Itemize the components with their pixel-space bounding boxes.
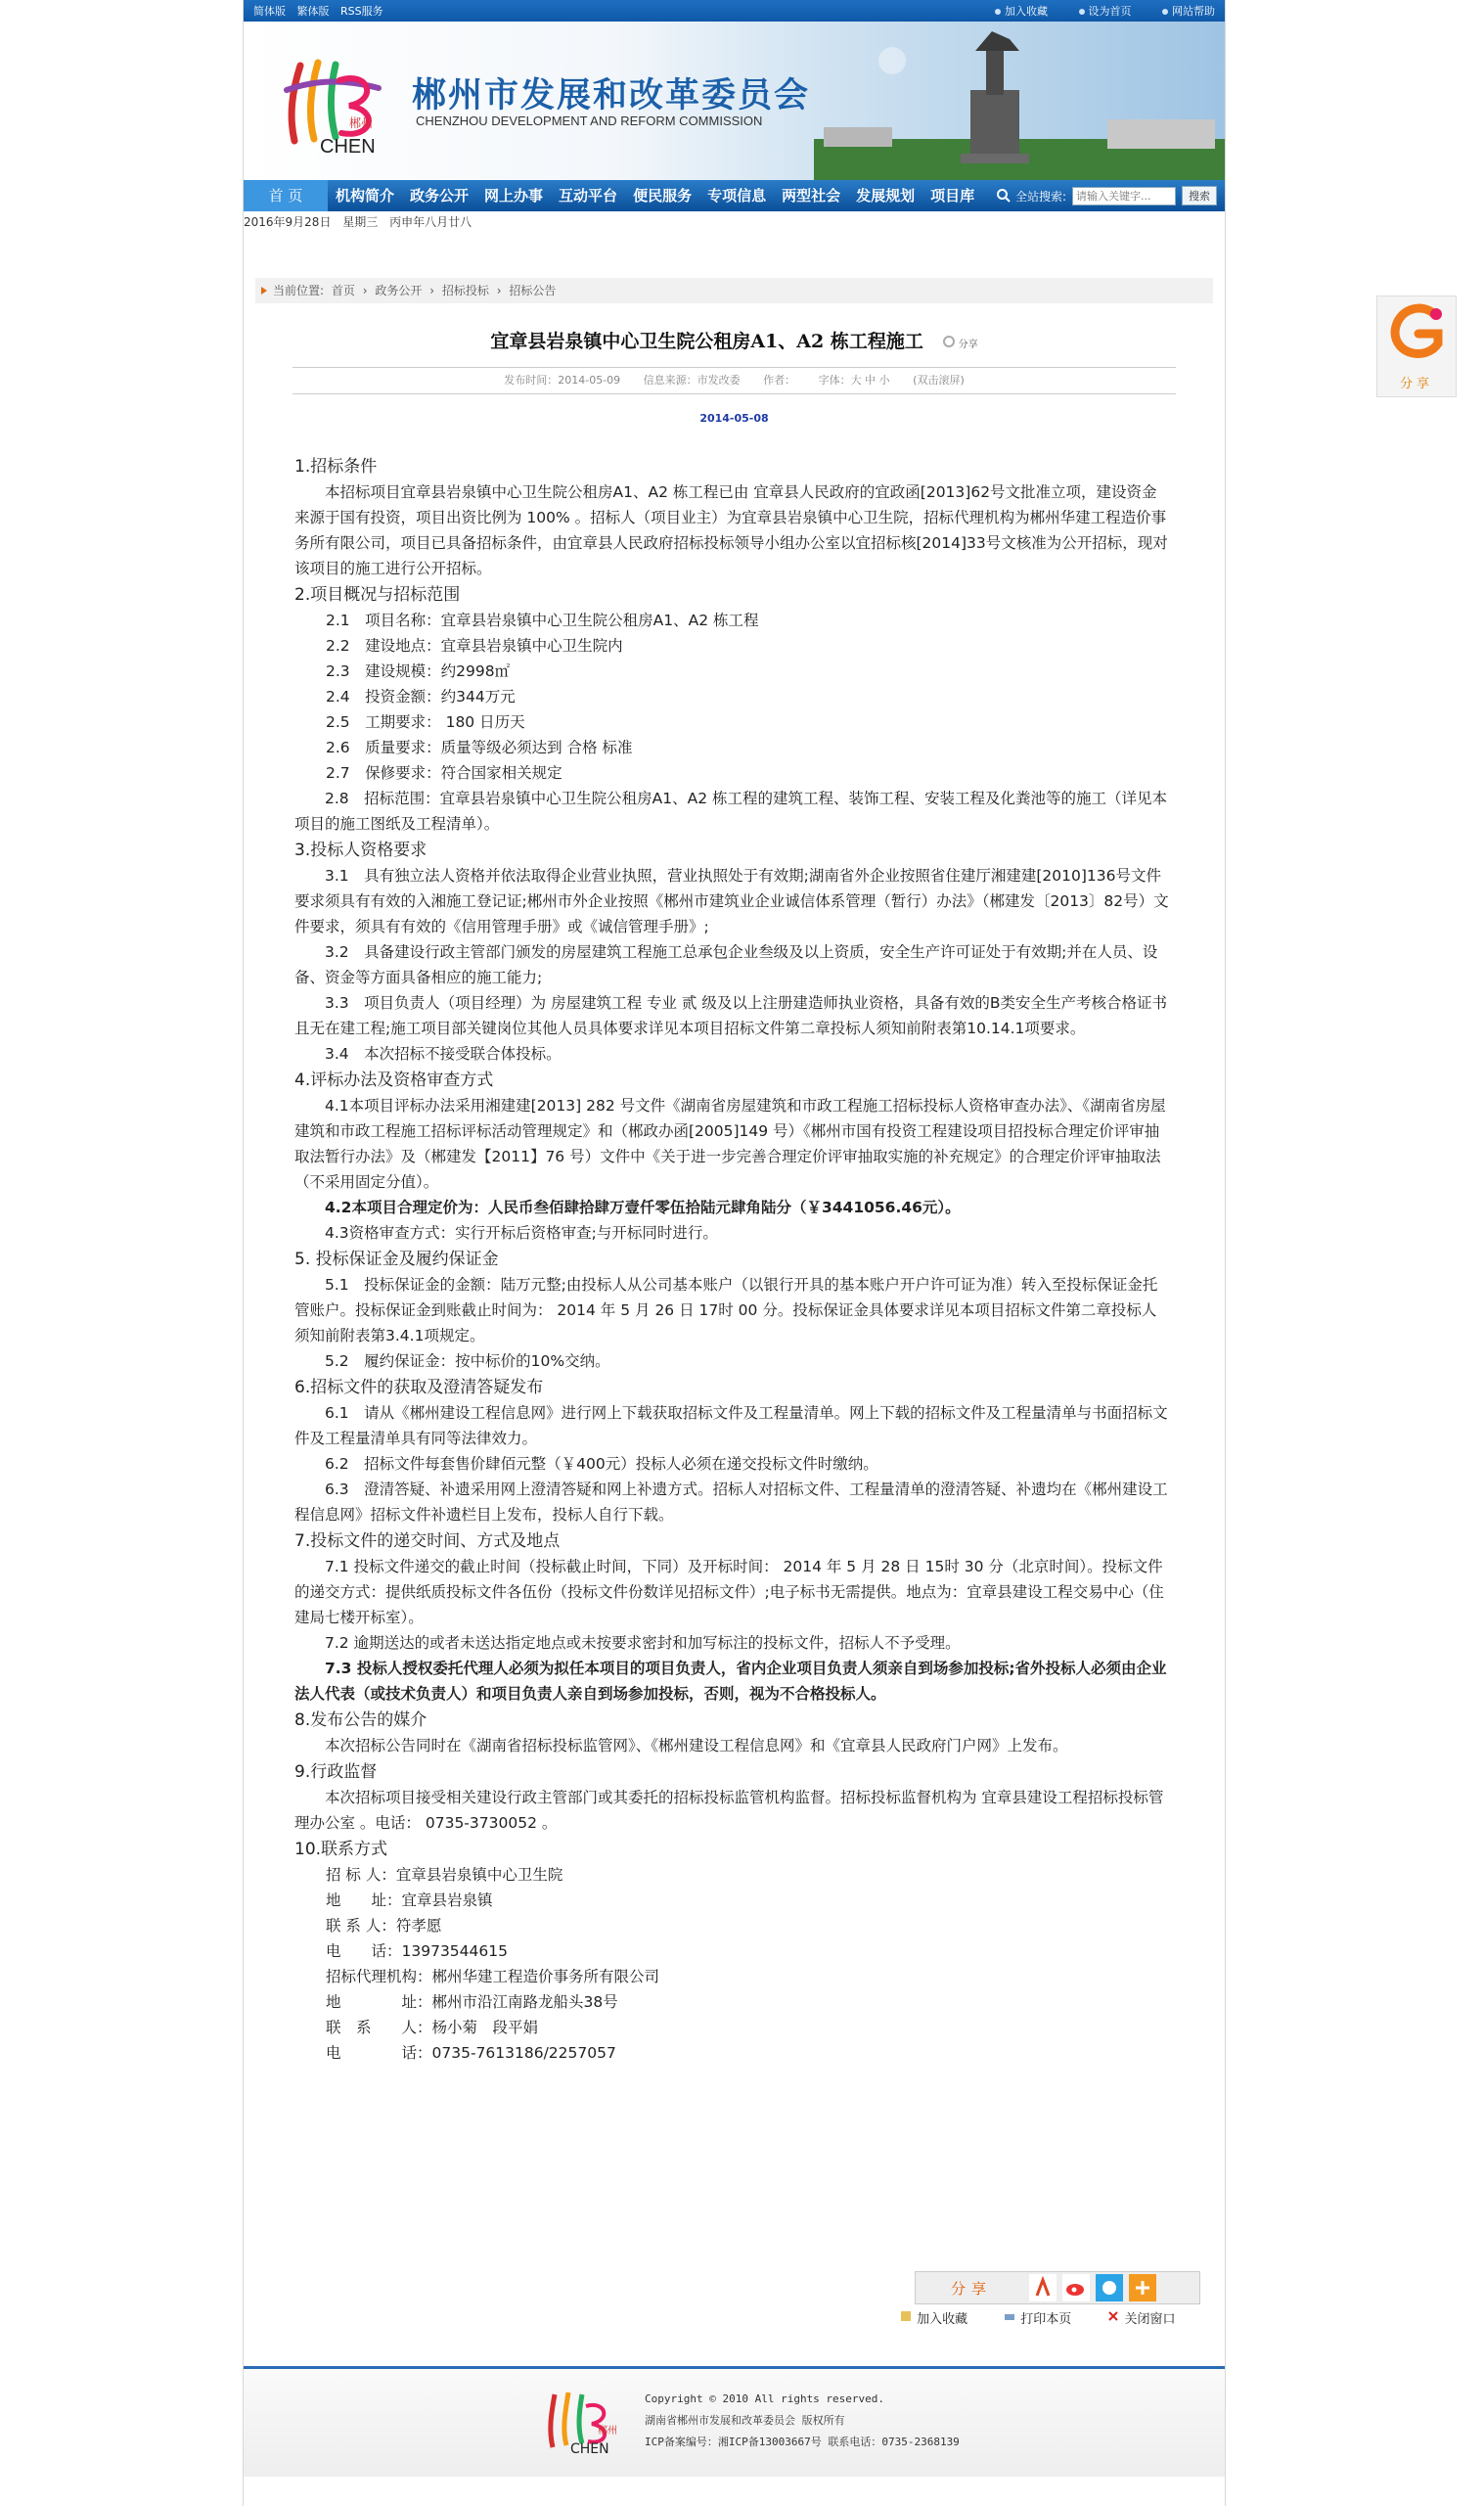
meta-publish-time: 发布时间：2014-05-09 — [504, 374, 621, 387]
contact-line: 联 系 人：符孝愿 — [326, 1917, 442, 1935]
meta-scroll[interactable]: (双击滚屏) — [913, 374, 965, 387]
nav-about[interactable]: 机构简介 — [336, 187, 395, 205]
paragraph: 3.2 具备建设行政主管部门颁发的房屋建筑工程施工总承包企业叁级及以上资质，安全生产许可证处于有效期;并在人员、设备、资金等方面具备相应的施工能力; — [294, 943, 1158, 986]
contact-line: 联 系 人：杨小菊 段平娟 — [326, 2019, 539, 2036]
footer-copyright: Copyright © 2010 All rights reserved. — [645, 2392, 885, 2405]
list-item: 2.3 建设规模：约2998㎡ — [326, 662, 511, 680]
paragraph: 5.1 投标保证金的金额：陆万元整;由投标人从公司基本账户（以银行开具的基本账户开户许可证为准）转入至投标保证金托管账户。投标保证金到账截止时间为： 2014 年 5 月 26 日 17时 00 分。投标保证金具体要求详见本项目招标文件第二章投标人须知前附表第3.4.1项规定。 — [294, 1276, 1158, 1344]
section-heading: 3.投标人资格要求 — [294, 841, 427, 860]
arrow-icon — [261, 287, 267, 295]
paragraph: 7.2 逾期送达的或者未送达指定地点或未按要求密封和加写标注的投标文件，招标人不予受理。 — [325, 1634, 961, 1652]
site-search — [996, 186, 1217, 205]
meta-font-size[interactable]: 字体：大 中 小 — [818, 374, 890, 387]
top-utility-bar — [244, 0, 1225, 22]
print-icon — [1003, 2309, 1016, 2323]
search-input[interactable] — [1072, 187, 1176, 205]
add-favorite-label: 加入收藏 — [1005, 5, 1048, 18]
footer-logo-sub: CHEN — [570, 2441, 609, 2455]
site-title: 郴州市发展和改革委员会 — [412, 75, 811, 115]
share-icon — [943, 336, 955, 347]
action-print-label: 打印本页 — [1020, 2312, 1072, 2327]
section-heading: 5. 投标保证金及履约保证金 — [294, 1250, 499, 1269]
breadcrumb-separator: › — [429, 284, 435, 297]
help-label: 网站帮助 — [1172, 5, 1215, 18]
article-body — [294, 454, 1171, 2066]
share-mini-button[interactable] — [943, 340, 977, 350]
paragraph: 6.1 请从《郴州建设工程信息网》进行网上下载获取招标文件及工程量清单。网上下载的招标文件及工程量清单与书面招标文件及工程量清单具有同等法律效力。 — [294, 1404, 1168, 1447]
nav-two-type-society[interactable]: 两型社会 — [782, 187, 841, 205]
plus-icon[interactable] — [1129, 2274, 1156, 2301]
article-meta — [292, 367, 1176, 394]
paragraph: 5.2 履约保证金：按中标价的10%交纳。 — [325, 1352, 610, 1370]
site-subtitle: CHENZHOU DEVELOPMENT AND REFORM COMMISSION — [416, 114, 763, 128]
footer — [244, 2366, 1225, 2477]
nav-online-service[interactable]: 网上办事 — [484, 187, 544, 205]
set-home-label: 设为首页 — [1088, 5, 1132, 18]
floating-share-label: 分享 — [1399, 377, 1433, 391]
nav-planning[interactable]: 发展规划 — [856, 187, 916, 205]
link-simplified[interactable]: 简体版 — [253, 5, 286, 18]
contact-line: 电 话：13973544615 — [326, 1942, 508, 1960]
banner-scenery — [814, 22, 1225, 180]
paragraph: 4.1本项目评标办法采用湘建建[2013] 282 号文件《湖南省房屋建筑和市政工程施工招标投标人资格审查办法》、《湖南省房屋建筑和市政工程施工招标评标活动管理规定》和（郴政办函[2005]149 号）《郴州市国有投资工程建设项目招投标合理定价评审抽取法暂行办法》及（郴建发【2011】76 号）文件中《关于进一步完善合理定价评审抽取实施的补充规定》的合理定价评审抽取法（不采用固定分值）。 — [294, 1097, 1166, 1191]
footer-logo-text: 郴州 — [598, 2426, 617, 2437]
breadcrumb — [255, 278, 1213, 303]
contact-line: 地 址：郴州市沿江南路龙船头38号 — [326, 1993, 618, 2011]
action-add-favorite[interactable] — [899, 2308, 967, 2327]
footer-icp: ICP备案编号：湘ICP备13003667号 联系电话：0735-2368139 — [645, 2436, 960, 2448]
main-nav — [244, 180, 1225, 211]
action-print[interactable] — [1003, 2308, 1071, 2327]
list-item: 2.1 项目名称：宜章县岩泉镇中心卫生院公租房A1、A2 栋工程 — [326, 612, 759, 629]
footer-owner: 湖南省郴州市发展和改革委员会 版权所有 — [645, 2414, 845, 2427]
dot-icon — [1162, 9, 1168, 15]
paragraph: 3.1 具有独立法人资格并依法取得企业营业执照，营业执照处于有效期;湖南省外企业按照省住建厅湘建建[2010]136号文件要求须具有有效的入湘施工登记证;郴州市外企业按照《郴州市建筑业企业诚信体系管理（暂行）办法》（郴建发〔2013〕82号）文件要求，须具有有效的《信用管理手册》或《诚信管理手册》; — [294, 867, 1169, 935]
list-item: 2.2 建设地点：宜章县岩泉镇中心卫生院内 — [326, 637, 623, 655]
list-item: 2.7 保修要求：符合国家相关规定 — [326, 764, 562, 782]
contact-line: 招标代理机构：郴州华建工程造价事务所有限公司 — [326, 1968, 660, 1985]
logo-text: 郴州 — [349, 116, 374, 130]
contact-line: 电 话：0735-7613186/2257057 — [326, 2044, 616, 2062]
breadcrumb-bidding[interactable]: 招标投标 — [441, 284, 489, 297]
page — [243, 0, 1226, 2506]
date-lunar: 丙申年八月廿八 — [389, 215, 472, 229]
section-heading: 4.评标办法及资格审查方式 — [294, 1071, 494, 1090]
site-logo[interactable] — [281, 51, 388, 159]
list-item: 2.6 质量要求：质量等级必须达到 合格 标准 — [326, 739, 633, 756]
footer-logo — [541, 2387, 639, 2455]
nav-home[interactable]: 首 页 — [244, 180, 328, 211]
nav-special-info[interactable]: 专项信息 — [707, 187, 767, 205]
section-heading: 8.发布公告的媒介 — [294, 1710, 427, 1730]
search-icon — [996, 188, 1012, 204]
paragraph: 7.3 投标人授权委托代理人必须为拟任本项目的项目负责人，省内企业项目负责人须亲自到场参加投标;省外投标人必须由企业法人代表（或技术负责人）和项目负责人亲自到场参加投标，否则，视为不合格投标人。 — [294, 1660, 1167, 1703]
link-help[interactable] — [1162, 5, 1215, 18]
article-title-text: 宜章县岩泉镇中心卫生院公租房A1、A2 栋工程施工 — [490, 331, 923, 352]
paragraph: 3.4 本次招标不接受联合体投标。 — [325, 1045, 562, 1063]
section-heading: 1.招标条件 — [294, 457, 378, 477]
date-weekday: 星期三 — [342, 215, 379, 229]
action-close-label: 关闭窗口 — [1124, 2312, 1176, 2327]
nav-interaction[interactable]: 互动平台 — [559, 187, 618, 205]
share-bar — [915, 2271, 1200, 2304]
dot-icon — [995, 9, 1001, 15]
paragraph: 本招标项目宜章县岩泉镇中心卫生院公租房A1、A2 栋工程已由 宜章县人民政府的宜政函[2013]62号文批准立项，建设资金来源于国有投资，项目出资比例为 100% 。招标人（项目业主）为宜章县岩泉镇中心卫生院，招标代理机构为郴州华建工程造价事务所有限公司，项目已具备招标条件，由宜章县人民政府招标投标领导小组办公室以宜招标核[2014]33号文核准为公开招标，现对该项目的施工进行公开招标。 — [294, 483, 1168, 577]
paragraph: 6.3 澄清答疑、补遗采用网上澄清答疑和网上补遗方式。招标人对招标文件、工程量清单的澄清答疑、补遗均在《郴州建设工程信息网》招标文件补遗栏目上发布，投标人自行下载。 — [294, 1481, 1168, 1524]
paragraph: 3.3 项目负责人（项目经理）为 房屋建筑工程 专业 贰 级及以上注册建造师执业资格，具备有效的B类安全生产考核合格证书且无在建工程;施工项目部关键岗位其他人员具体要求详见本项目招标文件第二章投标人须知前附表第10.14.1项要求。 — [294, 994, 1167, 1037]
breadcrumb-separator: › — [496, 284, 502, 297]
nav-gov-affairs[interactable]: 政务公开 — [410, 187, 470, 205]
floating-share[interactable] — [1376, 296, 1457, 397]
dot-icon — [1079, 9, 1085, 15]
link-traditional[interactable]: 繁体版 — [296, 5, 330, 18]
renren-icon[interactable] — [1029, 2274, 1057, 2301]
favorite-icon — [899, 2309, 913, 2323]
weibo-icon[interactable] — [1062, 2274, 1090, 2301]
footer-text — [645, 2389, 960, 2453]
action-close[interactable] — [1106, 2308, 1175, 2327]
breadcrumb-separator: › — [362, 284, 368, 297]
breadcrumb-current[interactable]: 招标公告 — [509, 284, 557, 297]
date-gregorian: 2016年9月28日 — [244, 215, 332, 229]
page-actions — [899, 2308, 1210, 2327]
search-button[interactable]: 搜索 — [1182, 186, 1217, 205]
paragraph: 本次招标公告同时在《湖南省招标投标监管网》、《郴州建设工程信息网》和《宜章县人民政府门户网》上发布。 — [325, 1737, 1068, 1754]
paragraph: 7.1 投标文件递交的截止时间（投标截止时间，下同）及开标时间： 2014 年 5 月 28 日 15时 30 分（北京时间）。投标文件的递交方式：提供纸质投标文件各伍份（投标文件份数详见招标文件）;电子标书无需提供。地点为：宜章县建设工程交易中心（住建局七楼开标室）。 — [294, 1558, 1164, 1626]
section-heading: 2.项目概况与招标范围 — [294, 585, 461, 605]
paragraph: 本次招标项目接受相关建设行政主管部门或其委托的招标投标监管机构监督。招标投标监督机构为 宜章县建设工程招标投标管理办公室 。电话： 0735-3730052 。 — [294, 1789, 1164, 1832]
meta-author: 作者： — [763, 374, 796, 387]
share-logo-icon — [1387, 300, 1446, 363]
list-item: 2.4 投资金额：约344万元 — [326, 688, 516, 706]
link-set-home[interactable] — [1079, 5, 1132, 18]
contact-line: 地 址：宜章县岩泉镇 — [326, 1891, 493, 1909]
date-line — [244, 211, 1225, 233]
link-add-favorite[interactable] — [995, 5, 1048, 18]
paragraph: 4.3资格审查方式：实行开标后资格审查;与开标同时进行。 — [325, 1224, 718, 1242]
breadcrumb-home[interactable]: 首页 — [331, 284, 355, 297]
article-title — [244, 327, 1225, 353]
list-item: 2.5 工期要求： 180 日历天 — [326, 713, 525, 731]
logo-sub: CHEN — [320, 136, 376, 158]
meta-source: 信息来源：市发改委 — [643, 374, 741, 387]
article-date: 2014-05-08 — [699, 412, 769, 425]
share-mini-label: 分享 — [958, 340, 978, 350]
qzone-icon[interactable] — [1096, 2274, 1123, 2301]
share-label[interactable]: 分享 — [951, 2279, 993, 2298]
paragraph: 6.2 招标文件每套售价肆佰元整（￥400元）投标人必须在递交投标文件时缴纳。 — [325, 1455, 878, 1473]
section-heading: 9.行政监督 — [294, 1762, 378, 1782]
nav-project-library[interactable]: 项目库 — [930, 187, 975, 205]
banner — [244, 22, 1225, 180]
close-icon — [1106, 2309, 1120, 2323]
section-heading: 10.联系方式 — [294, 1840, 388, 1859]
breadcrumb-gov-affairs[interactable]: 政务公开 — [375, 284, 423, 297]
section-heading: 7.投标文件的递交时间、方式及地点 — [294, 1531, 561, 1551]
contact-line: 招 标 人：宜章县岩泉镇中心卫生院 — [326, 1866, 563, 1884]
paragraph: 2.8 招标范围：宜章县岩泉镇中心卫生院公租房A1、A2 栋工程的建筑工程、装饰工程、安装工程及化粪池等的施工（详见本项目的施工图纸及工程清单）。 — [294, 790, 1168, 833]
search-label: 全站搜索: — [1014, 189, 1066, 204]
nav-public-service[interactable]: 便民服务 — [633, 187, 693, 205]
breadcrumb-prefix: 当前位置: — [273, 284, 325, 297]
paragraph: 4.2本项目合理定价为：人民币叁佰肆拾肆万壹仟零伍拾陆元肆角陆分（￥3441056.46元）。 — [325, 1199, 961, 1216]
link-rss[interactable]: RSS服务 — [340, 5, 383, 18]
section-heading: 6.招标文件的获取及澄清答疑发布 — [294, 1378, 544, 1397]
action-add-favorite-label: 加入收藏 — [917, 2312, 968, 2327]
